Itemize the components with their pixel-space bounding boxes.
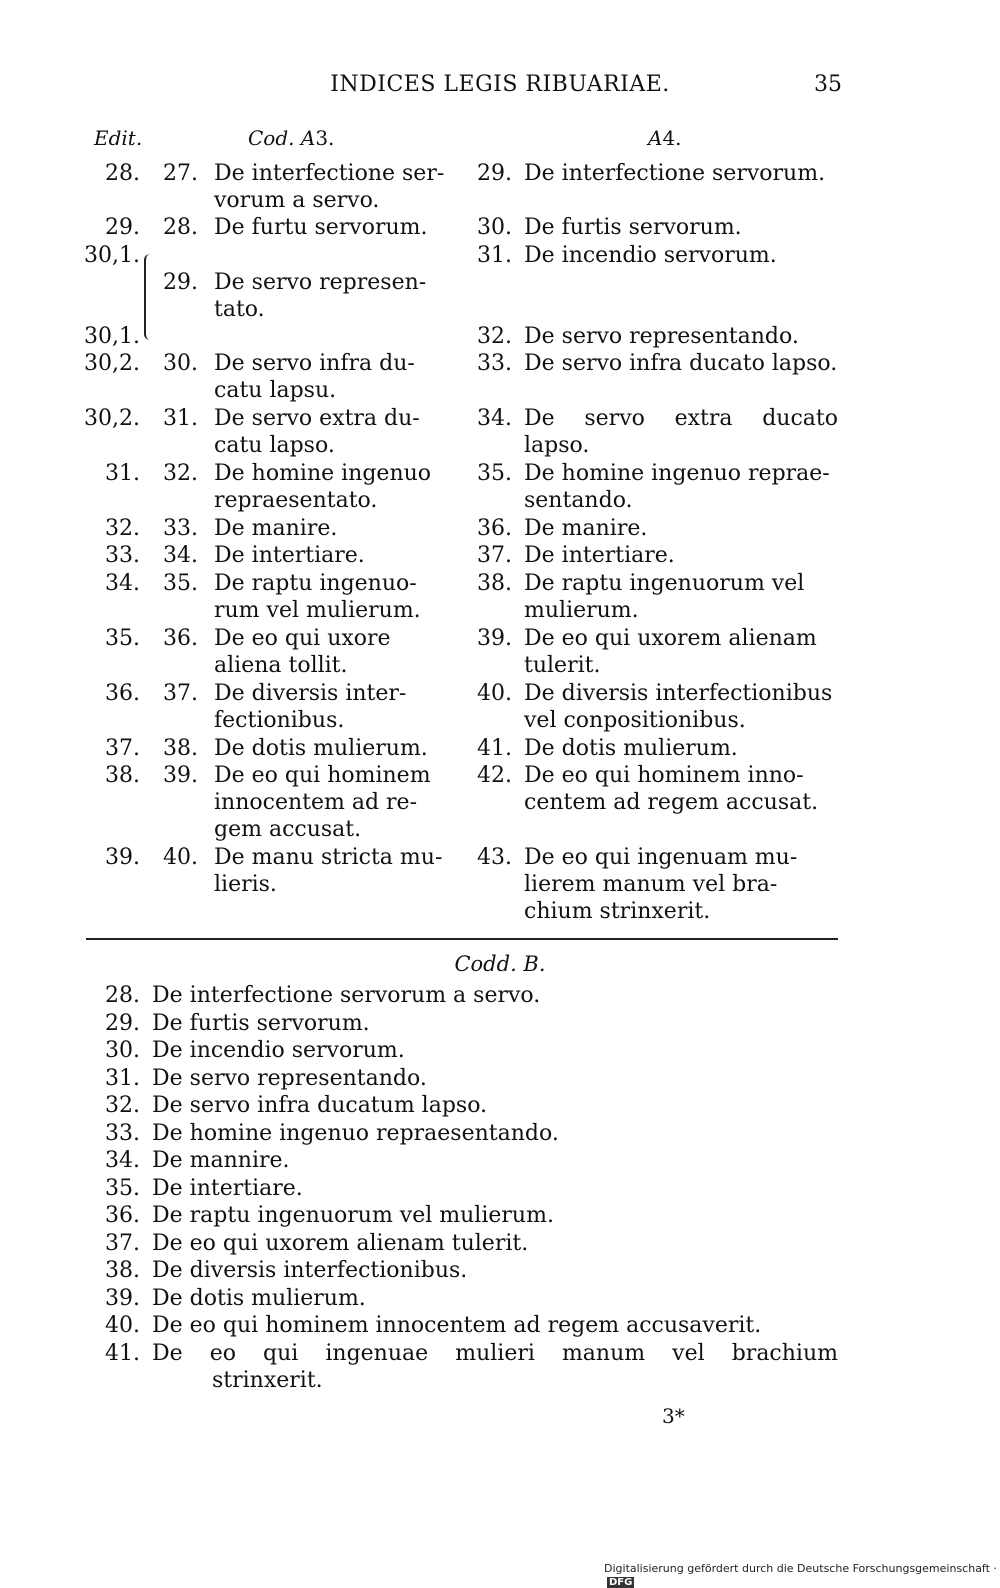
codd-b-number: 37. <box>105 1230 140 1256</box>
cod-a3-title-line: De raptu ingenuo- <box>214 571 417 596</box>
edit-number: 28. <box>105 161 140 186</box>
a4-title-line: tulerit. <box>524 653 601 678</box>
column-head-cod-a3-prefix: Cod. <box>248 126 295 150</box>
cod-a3-number: 32. <box>163 461 198 486</box>
a4-title-line: centem ad regem accusat. <box>524 790 819 815</box>
codd-b-title-line: De dotis mulierum. <box>152 1285 366 1311</box>
cod-a3-title-line: rum vel mulierum. <box>214 598 421 623</box>
cod-a3-title-line: De homine ingenuo <box>214 461 432 486</box>
a4-number: 30. <box>477 215 512 240</box>
codd-b-number: 31. <box>105 1065 140 1091</box>
a4-number: 35. <box>477 461 512 486</box>
column-head-cod-a3 <box>248 126 334 150</box>
a4-number: 31. <box>477 243 512 268</box>
cod-a3-number: 34. <box>163 543 198 568</box>
codd-b-title-line: De interfectione servorum a servo. <box>152 983 541 1008</box>
cod-a3-number: 40. <box>163 845 198 870</box>
a4-title-line: mulierum. <box>524 598 639 623</box>
codd-b-number: 36. <box>105 1203 140 1228</box>
cod-a3-title-line: De intertiare. <box>214 543 365 568</box>
column-head-cod-a3-letter: A <box>300 126 316 150</box>
edit-number: 30,2. <box>84 351 140 376</box>
codd-b-number: 34. <box>105 1148 140 1173</box>
cod-a3-title-line: catu lapso. <box>214 433 335 458</box>
a4-title-line: De eo qui uxorem alienam <box>524 626 817 651</box>
cod-a3-title-line: aliena tollit. <box>214 653 348 678</box>
cod-a3-title-line: repraesentato. <box>214 488 378 513</box>
codd-b-title-line: De eo qui hominem innocentem ad regem accusaverit. <box>152 1313 762 1338</box>
codd-b-number: 30. <box>105 1038 140 1063</box>
page-number: 35 <box>814 72 842 97</box>
edit-number: 37. <box>105 736 140 761</box>
cod-a3-title-line: innocentem ad re- <box>214 790 418 815</box>
cod-a3-title-line: vorum a servo. <box>214 188 380 213</box>
cod-a3-number: 39. <box>163 763 198 788</box>
a4-title-line: De eo qui ingenuam mu- <box>524 845 798 870</box>
edit-number: 35. <box>105 626 140 651</box>
a4-number: 36. <box>477 516 512 541</box>
cod-a3-number: 30. <box>163 351 198 376</box>
signature-mark: 3* <box>662 1404 685 1428</box>
cod-a3-number: 38. <box>163 736 198 761</box>
column-head-a4-letter: A <box>648 126 663 150</box>
codd-b-number: 41. <box>105 1340 140 1366</box>
dfg-logo: DFG <box>609 1577 633 1588</box>
brace-mark <box>144 254 156 340</box>
column-head-cod-a3-number: 3. <box>315 126 335 150</box>
a4-title-line: De diversis interfectionibus <box>524 681 833 706</box>
cod-a3-title-line: De eo qui hominem <box>214 763 431 788</box>
codd-b-title-line: De intertiare. <box>152 1175 303 1201</box>
edit-number: 30,1. <box>84 324 140 349</box>
running-title: INDICES LEGIS RIBUARIAE. <box>330 72 670 97</box>
cod-a3-title-line: De furtu servorum. <box>214 215 428 240</box>
a4-title-line: De eo qui hominem inno- <box>524 763 804 788</box>
a4-title-line: De intertiare. <box>524 543 675 568</box>
cod-a3-number: 29. <box>163 270 198 295</box>
edit-number: 32. <box>105 516 140 541</box>
edit-number: 38. <box>105 763 140 788</box>
a4-title-line: De incendio servorum. <box>524 243 777 268</box>
edit-number: 33. <box>105 543 140 568</box>
cod-a3-title-line: De servo infra du- <box>214 351 415 376</box>
codd-b-number: 40. <box>105 1313 140 1338</box>
cod-a3-title-line: De manire. <box>214 516 338 541</box>
cod-a3-title-line: De servo represen- <box>214 270 427 295</box>
column-head-a4-number: 4. <box>662 126 682 150</box>
a4-title-line: De servo infra ducato lapso. <box>524 351 838 376</box>
edit-number: 30,1. <box>84 243 140 268</box>
edit-number: 30,2. <box>84 406 140 431</box>
a4-title-line: vel conpositionibus. <box>524 708 746 733</box>
cod-a3-number: 36. <box>163 626 198 651</box>
cod-a3-title-line: De interfectione ser- <box>214 161 445 186</box>
a4-number: 39. <box>477 626 512 651</box>
a4-title-line: De manire. <box>524 516 648 541</box>
cod-a3-title-line: tato. <box>214 297 265 322</box>
a4-number: 33. <box>477 351 512 376</box>
a4-title-line: De furtis servorum. <box>524 215 742 240</box>
codd-b-title-line: strinxerit. <box>212 1367 323 1393</box>
a4-number: 42. <box>477 763 512 788</box>
a4-title-line: sentando. <box>524 488 633 513</box>
codd-b-title-line: De incendio servorum. <box>152 1038 405 1063</box>
codd-b-number: 38. <box>105 1258 140 1283</box>
codd-b-title-line: De eo qui ingenuae mulieri manum vel brachium <box>152 1340 838 1366</box>
codd-b-number: 28. <box>105 983 140 1008</box>
a4-title-line: De dotis mulierum. <box>524 736 738 761</box>
column-head-a4 <box>648 126 682 150</box>
a4-number: 32. <box>477 324 512 349</box>
edit-number: 29. <box>105 215 140 240</box>
cod-a3-title-line: fectionibus. <box>214 708 345 733</box>
footer-text: Digitalisierung gefördert durch die Deutsche Forschungsgemeinschaft · <box>604 1562 997 1575</box>
codd-b-number: 35. <box>105 1175 140 1201</box>
codd-b-number: 29. <box>105 1010 140 1036</box>
cod-a3-title-line: catu lapsu. <box>214 378 337 403</box>
a4-number: 37. <box>477 543 512 568</box>
codd-b-title-line: De raptu ingenuorum vel mulierum. <box>152 1203 554 1228</box>
cod-a3-number: 27. <box>163 161 198 186</box>
a4-number: 40. <box>477 681 512 706</box>
cod-a3-title-line: lieris. <box>214 872 277 897</box>
cod-a3-title-line: De manu stricta mu- <box>214 845 443 870</box>
edit-number: 34. <box>105 571 140 596</box>
a4-title-line: chium strinxerit. <box>524 899 711 924</box>
edit-number: 36. <box>105 681 140 706</box>
a4-number: 34. <box>477 406 512 431</box>
section-rule <box>86 938 838 940</box>
codd-b-title-line: De homine ingenuo repraesentando. <box>152 1120 559 1146</box>
cod-a3-title-line: gem accusat. <box>214 817 362 842</box>
a4-number: 41. <box>477 736 512 761</box>
a4-number: 43. <box>477 845 512 870</box>
a4-title-line: De raptu ingenuorum vel <box>524 571 805 596</box>
codd-b-title-line: De mannire. <box>152 1148 290 1173</box>
codd-b-number: 33. <box>105 1120 140 1146</box>
codd-b-title-line: De servo infra ducatum lapso. <box>152 1093 488 1118</box>
a4-title-line: De servo extra ducato lapso. <box>524 406 838 458</box>
codd-b-title-line: De eo qui uxorem alienam tulerit. <box>152 1230 529 1256</box>
footer-credit <box>604 1562 1000 1588</box>
a4-title-line: De servo representando. <box>524 324 799 349</box>
codd-b-number: 32. <box>105 1093 140 1118</box>
cod-a3-number: 33. <box>163 516 198 541</box>
cod-a3-number: 31. <box>163 406 198 431</box>
cod-a3-title-line: De eo qui uxore <box>214 626 391 651</box>
a4-number: 38. <box>477 571 512 596</box>
codd-b-number: 39. <box>105 1285 140 1311</box>
codd-b-title-line: De diversis interfectionibus. <box>152 1258 468 1283</box>
a4-title-line: lierem manum vel bra- <box>524 872 778 897</box>
column-head-edit: Edit. <box>94 126 143 150</box>
edit-number: 39. <box>105 845 140 870</box>
cod-a3-title-line: De dotis mulierum. <box>214 736 428 761</box>
cod-a3-title-line: De servo extra du- <box>214 406 420 431</box>
cod-a3-title-line: De diversis inter- <box>214 681 407 706</box>
codd-b-title: Codd. B. <box>454 952 546 976</box>
codd-b-title-line: De servo representando. <box>152 1065 427 1091</box>
a4-title-line: De interfectione servorum. <box>524 161 826 186</box>
a4-number: 29. <box>477 161 512 186</box>
codd-b-title-line: De furtis servorum. <box>152 1010 370 1036</box>
cod-a3-number: 37. <box>163 681 198 706</box>
edit-number: 31. <box>105 461 140 486</box>
cod-a3-number: 35. <box>163 571 198 596</box>
a4-title-line: De homine ingenuo reprae- <box>524 461 830 486</box>
cod-a3-number: 28. <box>163 215 198 240</box>
